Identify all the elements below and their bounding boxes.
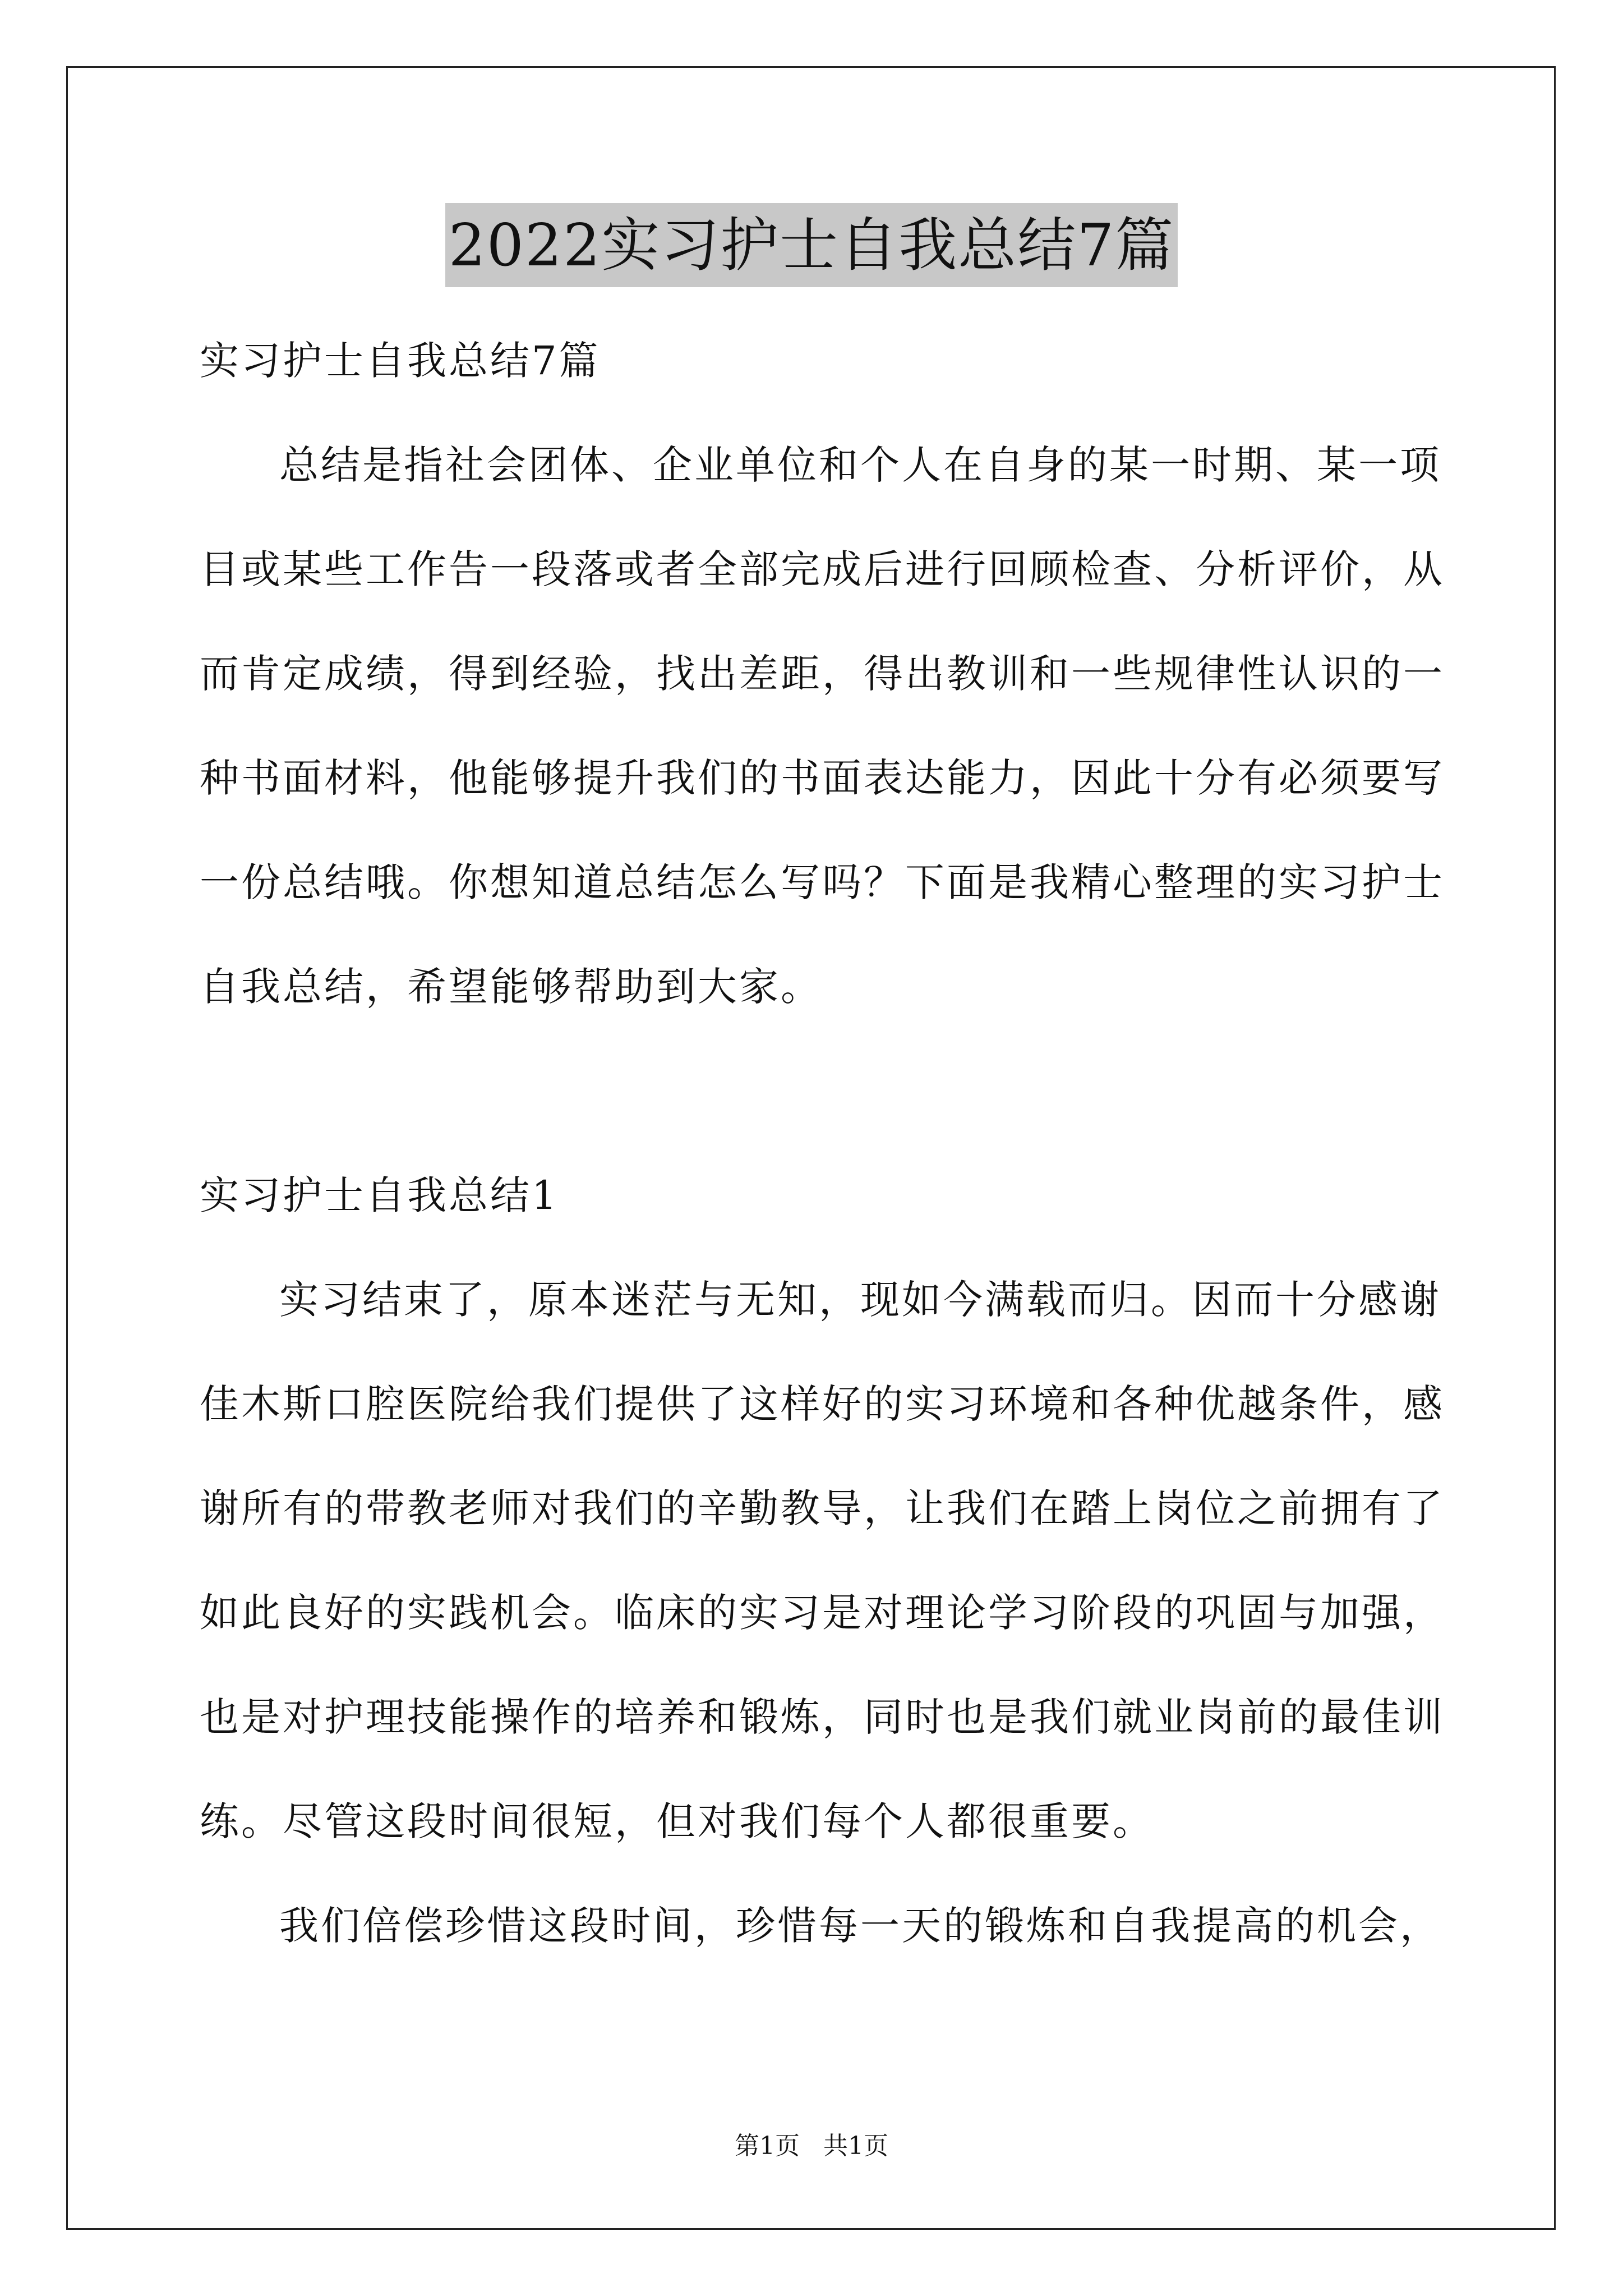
paragraph-line: 也是对护理技能操作的培养和锻炼，同时也是我们就业岗前的最佳训	[200, 1694, 1445, 1740]
document-body	[200, 309, 1445, 1978]
paragraph-line: 目或某些工作告一段落或者全部完成后进行回顾检查、分析评价，从	[200, 546, 1445, 592]
section-heading: 实习护士自我总结7篇	[200, 338, 601, 384]
paragraph-line: 如此良好的实践机会。临床的实习是对理论学习阶段的巩固与加强，	[200, 1590, 1445, 1636]
title-container	[0, 203, 1623, 287]
paragraph-line: 而肯定成绩，得到经验，找出差距，得出教训和一些规律性认识的一	[200, 651, 1445, 697]
paragraph-line: 种书面材料，他能够提升我们的书面表达能力，因此十分有必须要写	[200, 755, 1445, 801]
paragraph-line: 总结是指社会团体、企业单位和个人在自身的某一时期、某一项	[279, 442, 1441, 488]
paragraph-line: 佳木斯口腔医院给我们提供了这样好的实习环境和各种优越条件，感	[200, 1381, 1445, 1427]
paragraph-line: 谢所有的带教老师对我们的辛勤教导，让我们在踏上岗位之前拥有了	[200, 1485, 1445, 1531]
paragraph-line: 一份总结哦。你想知道总结怎么写吗？下面是我精心整理的实习护士	[200, 859, 1445, 905]
section-heading: 实习护士自我总结1	[200, 1172, 559, 1218]
page-footer: 第1页 共1页	[735, 2132, 888, 2160]
paragraph-line: 我们倍偿珍惜这段时间，珍惜每一天的锻炼和自我提高的机会，	[279, 1903, 1441, 1949]
paragraph-line: 实习结束了，原本迷茫与无知，现如今满载而归。因而十分感谢	[279, 1277, 1441, 1323]
paragraph-line: 练。尽管这段时间很短，但对我们每个人都很重要。	[200, 1798, 1154, 1844]
paragraph-line: 自我总结，希望能够帮助到大家。	[200, 964, 822, 1010]
document-title: 2022实习护士自我总结7篇	[445, 203, 1178, 287]
blank-line	[200, 1039, 1433, 1143]
